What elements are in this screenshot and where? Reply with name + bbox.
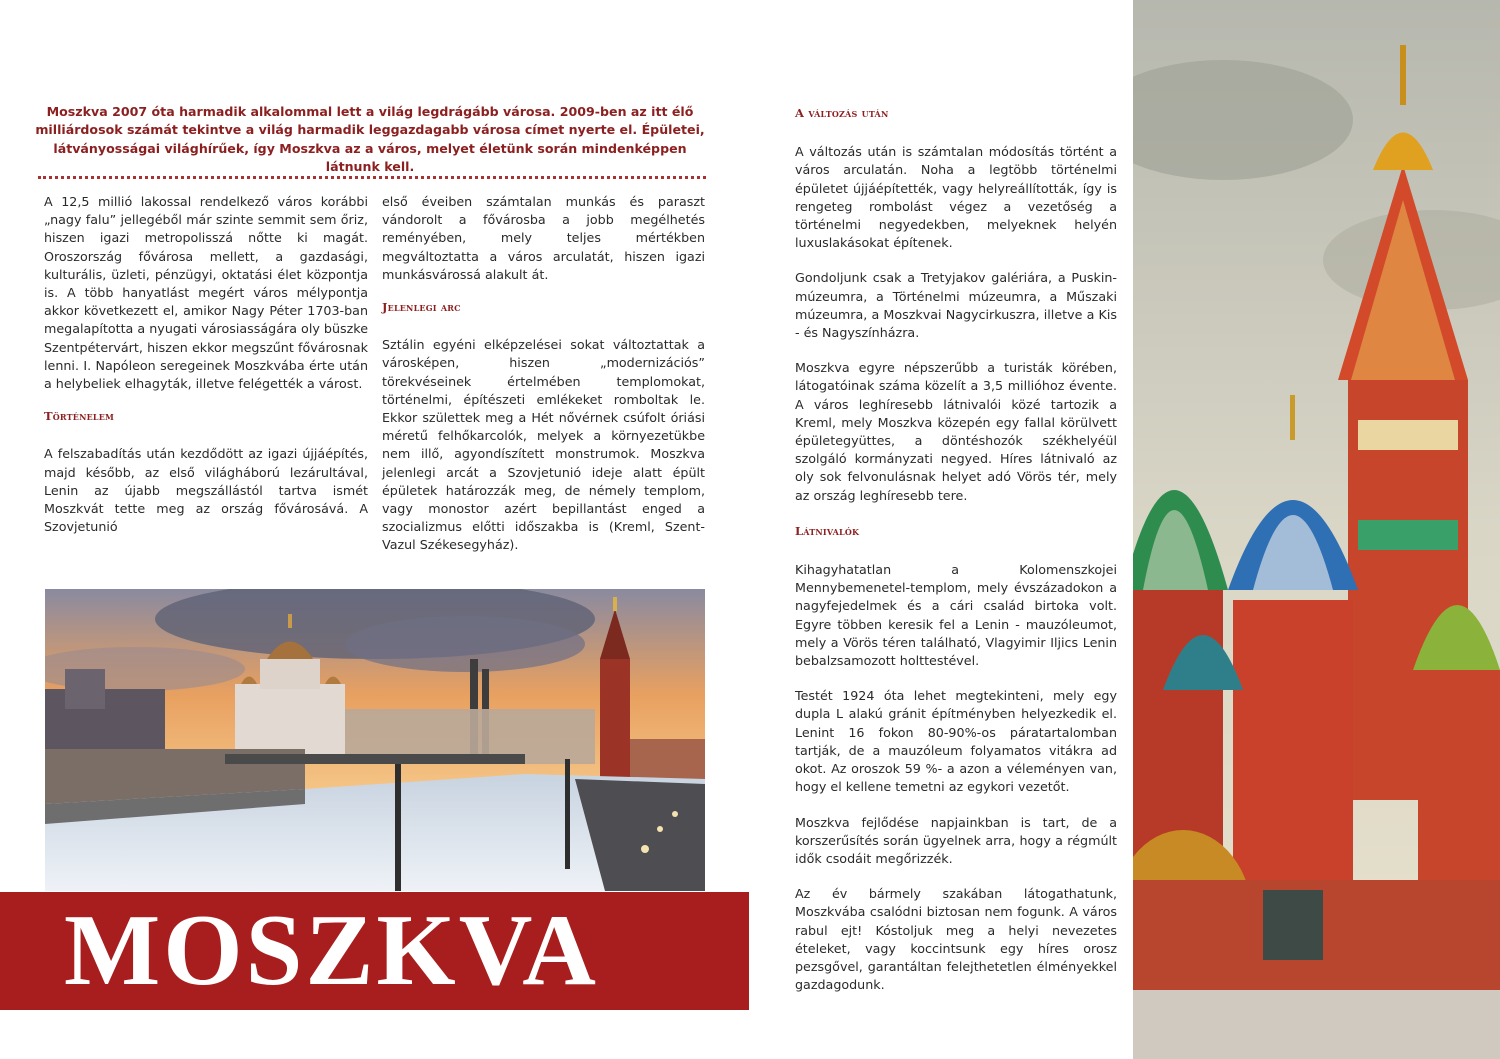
heading-jelenlegi-arc: Jelenlegi arc xyxy=(382,300,461,315)
lead-paragraph: Moszkva 2007 óta harmadik alkalommal lett a világ legdrágább városa. 2009-ben az itt élő milliárdosok számát tekintve a világ harmadik leggazdagabb városa címet nyerte el. Épületei, látványosságai világhírűek, így Moszkva az a város, melyet életünk során mindenképpen látnunk kell. xyxy=(35,104,705,175)
col3-paragraph-6: Moszkva fejlődése napjainkban is tart, de a korszerűsítés során ügyelnek arra, hogy a régmúlt idők csodáit megőrizzék. xyxy=(795,814,1117,866)
column-1 xyxy=(44,193,368,550)
page-title: MOSZKVA xyxy=(64,894,599,1007)
cathedral-photo xyxy=(1133,0,1500,1059)
col1-paragraph-2: A felszabadítás után kezdődött az igazi újjáépítés, majd később, az első világháború lezárultával, Lenin az újabb megszállástól tartva ismét Moszkvát tette meg az ország fővárosává. A Szovjetunió xyxy=(44,446,368,535)
column-3 xyxy=(795,104,1117,1011)
column-2 xyxy=(382,193,705,569)
col2-paragraph-1: első éveiben számtalan munkás és paraszt vándorolt a fővárosba a jobb megélhetés reményében, mely teljes mértékben megváltoztatta a város arculatát, hiszen igazi munkásvárossá alakult át. xyxy=(382,194,705,282)
heading-latnivalok: Látnivalók xyxy=(795,523,860,538)
col3-paragraph-7: Az év bármely szakában látogathatunk, Moszkvába csalódni biztosan nem fogunk. A város rabul ejt! Kóstoljuk meg a helyi nevezetes ételeket, vagy koccintsunk egy híres orosz pezsgővel, garantáltan felejthetetlen élményekkel gazdagodunk. xyxy=(795,886,1117,993)
col3-paragraph-2: Gondoljunk csak a Tretyjakov galériára, a Puskin-múzeumra, a Történelmi múzeumra, a Műszaki múzeumra, a Moszkvai Nagycirkuszra, illetve a Kis - és Nagyszínházra. xyxy=(795,270,1117,341)
heading-a-valtozas-utan: A változás után xyxy=(795,106,889,120)
col1-paragraph-1: A 12,5 millió lakossal rendelkező város korábbi „nagy falu” jellegéből már szinte semmit sem őriz, hiszen igazi metropolisszá nőtte ki magát. Oroszország fővárosa mellett, a gazdasági, kulturális, üzleti, pénzügyi, oktatási élet központja is. A több hanyatlást megért város mélypontja akkor következett el, amikor Nagy Péter 1703-ban megalapította a nyugati városiasságára oly büszke Szentpétervárt, hiszen ekkor megszűnt fővárosnak lenni. I. Napóleon seregeinek Moszkvába érte után a helybeliek elhagyták, illetve felégették a várost. xyxy=(44,194,368,392)
dotted-divider xyxy=(38,176,706,179)
heading-tortenelem: Történelem xyxy=(44,409,115,424)
col3-paragraph-3: Moszkva egyre népszerűbb a turisták körében, látogatóinak száma közelít a 3,5 millióhoz évente. A város leghíresebb látnivalói közé tartozik a Kreml, mely Moszkva közepén egy fallal körülvett épületegyüttes, a döntéshozók székhelyéül szolgáló kormányzati negyed. Híres látnivaló az oly sok felvonulásnak helyet adó Vörös tér, mely az ország leghíresebb tere. xyxy=(795,360,1117,503)
city-photo xyxy=(45,589,705,891)
col3-paragraph-5: Testét 1924 óta lehet megtekinteni, mely egy dupla L alakú gránit építményben helyezkedik el. Lenint 16 fokon 80-90%-os páratartalomban tartják, de a mauzóleum folyamatos vitákra ad okot. Az oroszok 59 %- a azon a véleményen van, hogy el kellene temetni az egykori vezetőt. xyxy=(795,688,1117,795)
col3-paragraph-4: Kihagyhatatlan a Kolomenszkojei Mennybemenetel-templom, mely évszázadokon a nagyfejedelmek és a cári család birtoka volt. Egyre többen keresik fel a Lenin - mauzóleumot, mely a Vörös téren található, Vlagyimir Iljics Lenin bebalzsamozott holttestével. xyxy=(795,562,1117,669)
col3-paragraph-1: A változás után is számtalan módosítás történt a város arculatán. Noha a legtöbb történelmi épületet újjáépítették, vagy helyreállították, így is rengeteg rombolást végez a vezetőség a történelmi negyedekben, melyeknek helyén luxuslakásokat építenek. xyxy=(795,144,1117,251)
col2-paragraph-2: Sztálin egyéni elképzelései sokat változtattak a városképen, hiszen „modernizációs” törekvéseinek értelmében templomokat, történelmi, építészeti emlékeket romboltak le. Ekkor születtek meg a Hét nővérnek csúfolt óriási méretű felhőkarcolók, melyek a környezetükbe nem illő, agyondíszített monstrumok. Moszkva jelenlegi arcát a Szovjetunió ideje alatt épült épületek határozzák meg, de némely templom, vagy monostor azért bepillantást enged a szocializmus előtti időszakba is (Kreml, Szent-Vazul Székesegyház). xyxy=(382,337,705,553)
title-banner xyxy=(0,892,749,1010)
